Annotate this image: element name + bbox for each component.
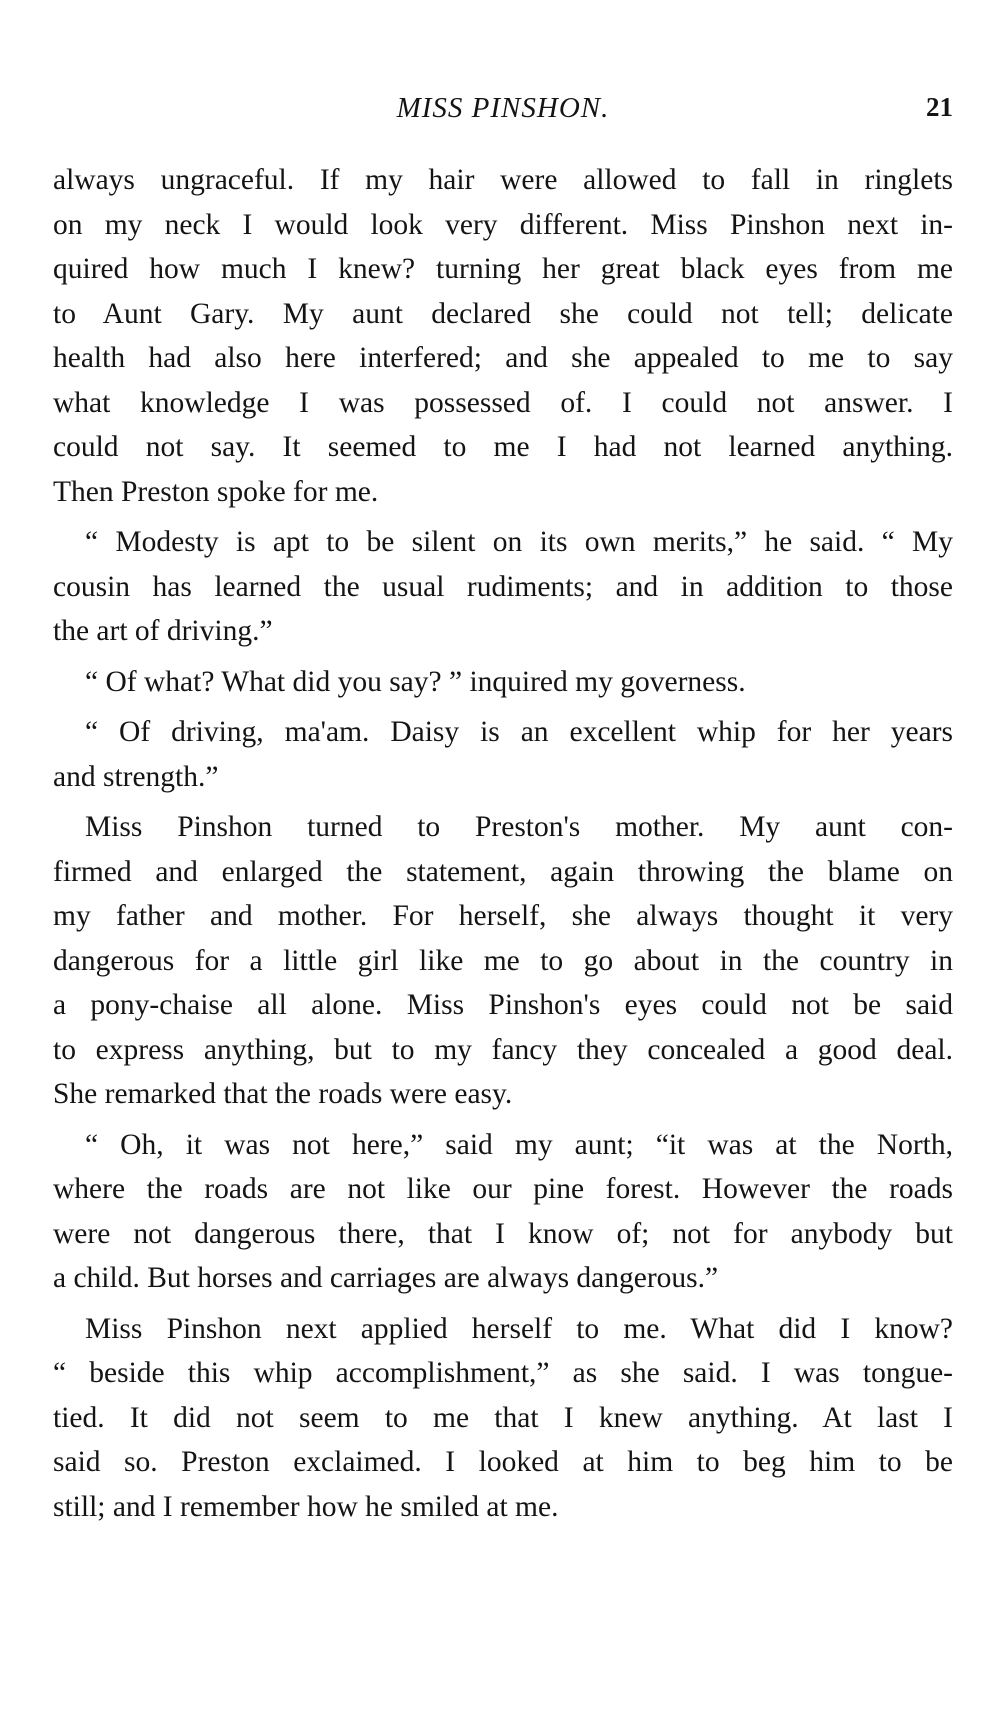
- text-line: always ungraceful. If my hair were allowed to fall in ringlets: [53, 164, 953, 196]
- text-line: on my neck I would look very different. Miss Pinshon next in-: [53, 208, 953, 241]
- paragraph: [53, 1307, 953, 1530]
- text-line: what knowledge I was possessed of. I could not answer. I: [53, 386, 953, 419]
- text-line: my father and mother. For herself, she always thought it very: [53, 900, 953, 932]
- text-line: to Aunt Gary. My aunt declared she could not tell; delicate: [53, 297, 953, 330]
- text-line: “ Of driving, ma'am. Daisy is an excellent whip for her years: [85, 716, 953, 748]
- text-line: Miss Pinshon turned to Preston's mother. My aunt con-: [85, 811, 953, 843]
- paragraph: [53, 805, 953, 1117]
- text-line: where the roads are not like our pine forest. However the roads: [53, 1173, 953, 1205]
- text-line: Then Preston spoke for me.: [53, 475, 379, 508]
- text-line: could not say. It seemed to me I had not learned anything.: [53, 431, 953, 463]
- paragraph: [53, 1123, 953, 1301]
- body-text: [53, 158, 953, 1535]
- running-title: MISS PINSHON.: [396, 92, 610, 124]
- text-line: “ Of what? What did you say? ” inquired my governess.: [85, 665, 746, 698]
- running-head: [53, 92, 953, 136]
- text-line: a child. But horses and carriages are always dangerous.”: [53, 1262, 719, 1294]
- text-line: and strength.”: [53, 760, 219, 793]
- text-line: were not dangerous there, that I know of; not for anybody but: [53, 1217, 953, 1250]
- text-line: dangerous for a little girl like me to go about in the country in: [53, 944, 953, 977]
- text-line: cousin has learned the usual rudiments; and in addition to those: [53, 570, 953, 603]
- text-line: firmed and enlarged the statement, again throwing the blame on: [53, 855, 953, 888]
- text-line: She remarked that the roads were easy.: [53, 1078, 513, 1110]
- text-line: Miss Pinshon next applied herself to me. What did I know?: [85, 1312, 953, 1345]
- text-line: health had also here interfered; and she appealed to me to say: [53, 342, 953, 374]
- text-line: a pony-chaise all alone. Miss Pinshon's eyes could not be said: [53, 989, 953, 1021]
- paragraph: [53, 660, 953, 705]
- text-line: the art of driving.”: [53, 615, 273, 647]
- text-line: still; and I remember how he smiled at me.: [53, 1490, 559, 1523]
- text-line: said so. Preston exclaimed. I looked at him to beg him to be: [53, 1446, 953, 1478]
- text-line: to express anything, but to my fancy they concealed a good deal.: [53, 1033, 953, 1066]
- text-line: “ beside this whip accomplishment,” as she said. I was tongue-: [53, 1357, 953, 1389]
- text-line: “ Modesty is apt to be silent on its own merits,” he said. “ My: [85, 526, 953, 558]
- paragraph: [53, 158, 953, 514]
- text-line: tied. It did not seem to me that I knew anything. At last I: [53, 1401, 953, 1434]
- paragraph: [53, 710, 953, 799]
- text-line: quired how much I knew? turning her great black eyes from me: [53, 253, 953, 285]
- text-line: “ Oh, it was not here,” said my aunt; “it was at the North,: [85, 1128, 953, 1161]
- paragraph: [53, 520, 953, 654]
- page-number: 21: [926, 92, 953, 122]
